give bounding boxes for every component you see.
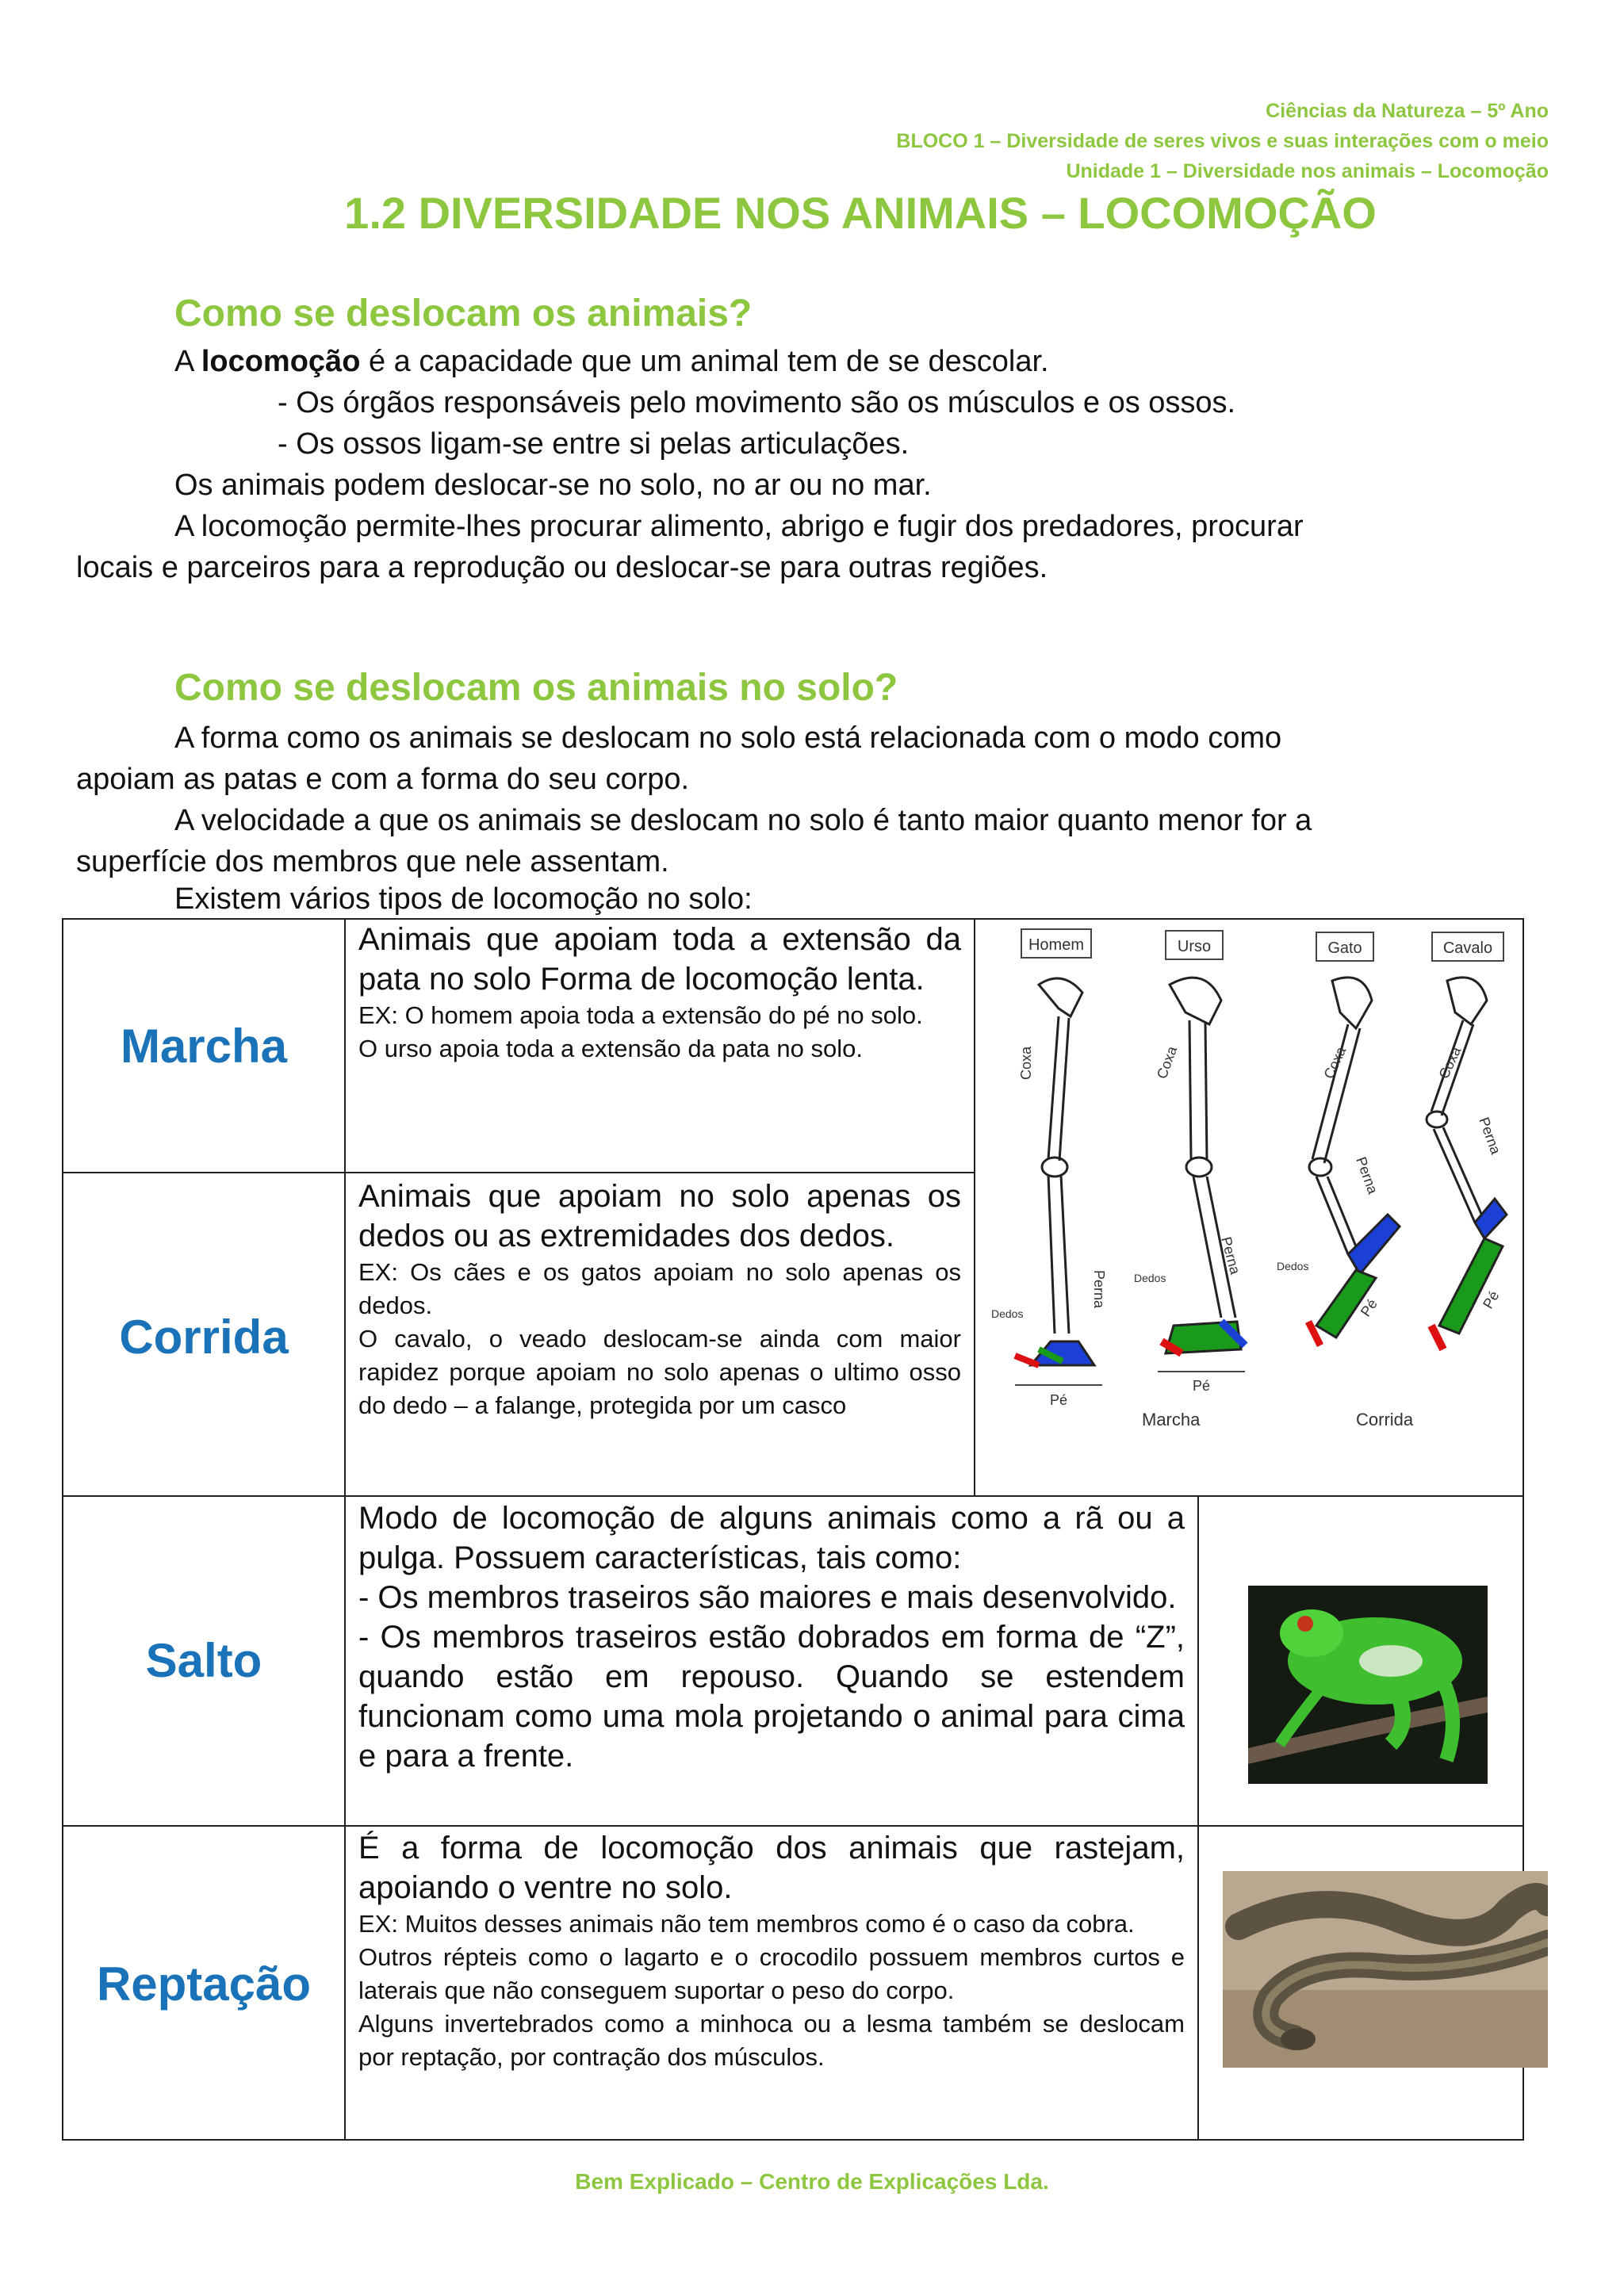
fig-pe: Pé (1192, 1378, 1211, 1394)
cell-reptacao (358, 1828, 1185, 2074)
fig-label-homem: Homem (1028, 936, 1085, 954)
human-leg (1015, 978, 1094, 1365)
fig-coxa: Coxa (1153, 1044, 1181, 1081)
section1-bullet1: - Os órgãos responsáveis pelo movimento são os músculos e os ossos. (278, 386, 1236, 419)
divider (1197, 1495, 1199, 2141)
bear-leg (1162, 978, 1245, 1353)
reptacao-ex3: Alguns invertebrados como a minhoca ou a lesma também se deslocam por reptação, por contração dos músculos. (358, 2010, 1185, 2071)
section1-para3-line1: A locomoção permite-lhes procurar alimento, abrigo e fugir dos predadores, procurar (174, 510, 1304, 543)
fig-caption-marcha: Marcha (1142, 1410, 1201, 1429)
header-subject: Ciências da Natureza – 5º Ano (1266, 100, 1549, 122)
text: é a capacidade que um animal tem de se descolar. (360, 345, 1049, 378)
frog-photo (1248, 1586, 1488, 1784)
bold-term: locomoção (201, 345, 361, 378)
fig-dedos: Dedos (991, 1307, 1024, 1320)
marcha-ex2: O urso apoia toda a extensão da pata no solo. (358, 1035, 863, 1062)
divider (62, 1495, 1524, 1497)
divider (62, 1825, 1524, 1827)
footer: Bem Explicado – Centro de Explicações Lda. (575, 2169, 1049, 2194)
fig-perna: Perna (1218, 1234, 1243, 1276)
salto-b2: - Os membros traseiros estão dobrados em forma de “Z”, quando estão em repouso. Quando se estendem funcionam como uma mola projetando o animal para cima e para a frente. (358, 1620, 1185, 1774)
fig-label-gato: Gato (1327, 939, 1362, 957)
label-salto: Salto (145, 1634, 262, 1687)
snake-photo (1223, 1871, 1548, 2068)
reptacao-desc: É a forma de locomoção dos animais que rastejam, apoiando o ventre no solo. (358, 1831, 1185, 1905)
fig-perna: Perna (1353, 1154, 1381, 1196)
salto-b1: - Os membros traseiros são maiores e mais desenvolvido. (358, 1580, 1177, 1615)
section2-para3: Existem vários tipos de locomoção no solo: (174, 882, 753, 916)
marcha-desc: Animais que apoiam toda a extensão da pata no solo Forma de locomoção lenta. (358, 922, 961, 997)
header-unit: Unidade 1 – Diversidade nos animais – Locomoção (1066, 160, 1549, 182)
reptacao-ex2: Outros répteis como o lagarto e o crocodilo possuem membros curtos e laterais que não conseguem suportar o peso do corpo. (358, 1943, 1185, 2004)
fig-dedos: Dedos (1277, 1260, 1309, 1272)
fig-label-cavalo: Cavalo (1442, 939, 1493, 957)
divider (62, 1172, 975, 1173)
fig-pe: Pé (1357, 1295, 1381, 1320)
divider (974, 918, 975, 1495)
section2-para2-line1: A velocidade a que os animais se deslocam no solo é tanto maior quanto menor for a (174, 804, 1312, 837)
section2-para1-line1: A forma como os animais se deslocam no solo está relacionada com o modo como (174, 721, 1282, 755)
fig-pe: Pé (1480, 1288, 1503, 1311)
section1-para1 (174, 341, 1049, 382)
fig-caption-corrida: Corrida (1356, 1410, 1414, 1429)
header-block: BLOCO 1 – Diversidade de seres vivos e suas interações com o meio (896, 130, 1549, 152)
text: A (174, 345, 201, 378)
fig-coxa: Coxa (1018, 1046, 1034, 1080)
cell-corrida (358, 1177, 961, 1422)
limb-skeleton-figure (983, 921, 1519, 1445)
label-reptacao: Reptação (96, 1957, 312, 2011)
salto-desc: Modo de locomoção de alguns animais como a rã ou a pulga. Possuem características, tais como: (358, 1501, 1185, 1575)
divider (344, 918, 346, 2141)
fig-coxa: Coxa (1320, 1044, 1350, 1081)
reptacao-ex1: EX: Muitos desses animais não tem membros como é o caso da cobra. (358, 1910, 1135, 1938)
fig-pe: Pé (1049, 1392, 1068, 1408)
fig-label-urso: Urso (1177, 938, 1212, 955)
section2-para2-line2: superfície dos membros que nele assentam. (76, 845, 669, 878)
section1-heading: Como se deslocam os animais? (174, 293, 753, 335)
section1-para3-line2: locais e parceiros para a reprodução ou deslocar-se para outras regiões. (76, 551, 1048, 584)
corrida-ex1: EX: Os cães e os gatos apoiam no solo apenas os dedos. (358, 1258, 961, 1319)
label-corrida: Corrida (119, 1311, 289, 1364)
corrida-ex2: O cavalo, o veado deslocam-se ainda com maior rapidez porque apoiam no solo apenas o ultimo osso do dedo – a falange, protegida por um casco (358, 1325, 961, 1419)
section1-bullet2: - Os ossos ligam-se entre si pelas articulações. (278, 427, 910, 461)
cell-salto (358, 1498, 1185, 1776)
fig-perna: Perna (1091, 1270, 1107, 1309)
page-title: 1.2 DIVERSIDADE NOS ANIMAIS – LOCOMOÇÃO (344, 188, 1377, 238)
marcha-ex1: EX: O homem apoia toda a extensão do pé no solo. (358, 1001, 923, 1029)
cell-marcha (358, 920, 961, 1066)
label-marcha: Marcha (120, 1020, 288, 1073)
section2-heading: Como se deslocam os animais no solo? (174, 667, 898, 709)
section2-para1-line2: apoiam as patas e com a forma do seu corpo. (76, 763, 690, 796)
fig-perna: Perna (1476, 1115, 1504, 1157)
section1-para2: Os animais podem deslocar-se no solo, no ar ou no mar. (174, 469, 932, 502)
fig-coxa: Coxa (1435, 1044, 1465, 1081)
corrida-desc: Animais que apoiam no solo apenas os dedos ou as extremidades dos dedos. (358, 1179, 961, 1253)
fig-dedos: Dedos (1134, 1272, 1166, 1284)
